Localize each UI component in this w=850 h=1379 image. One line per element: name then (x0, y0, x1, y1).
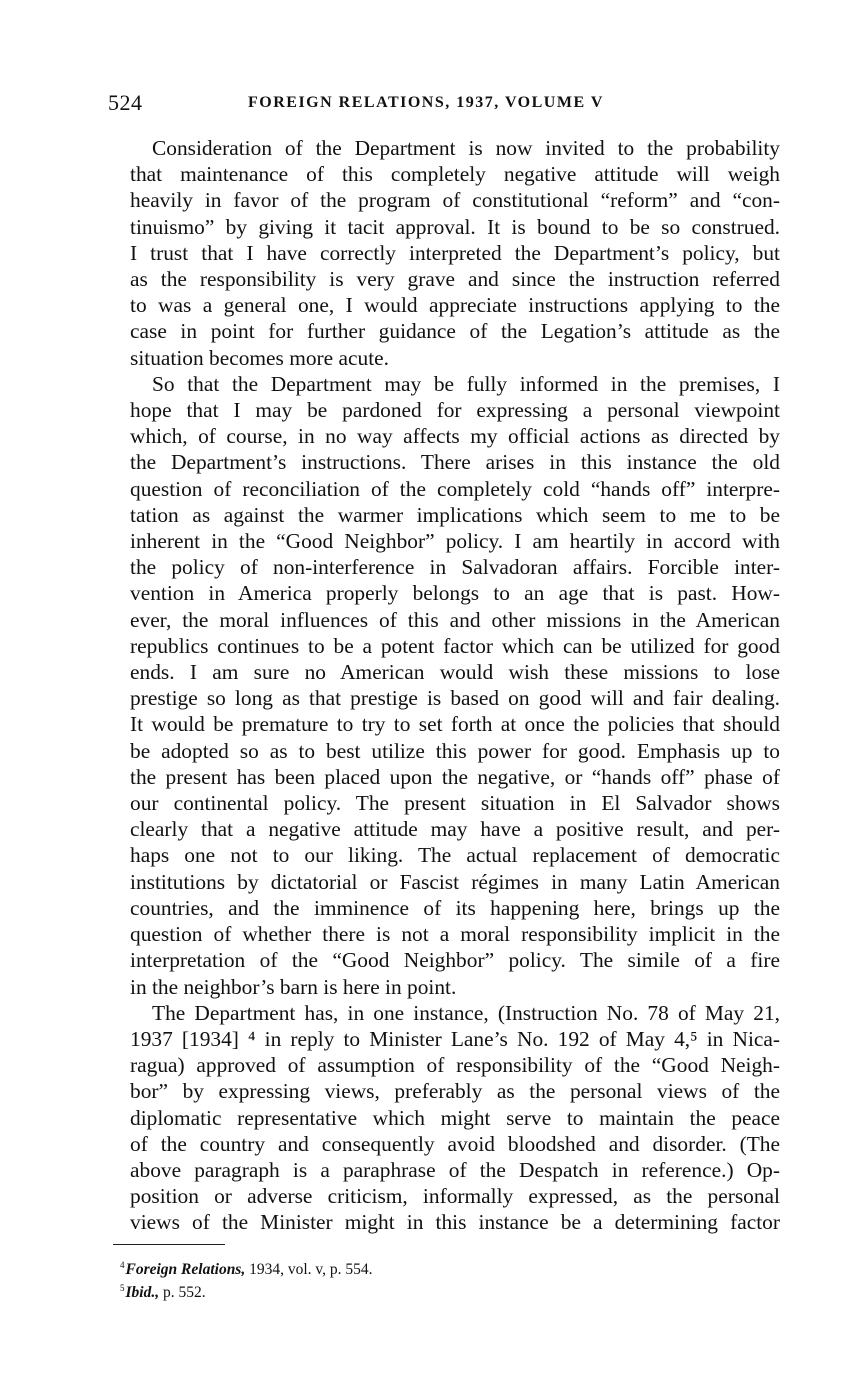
text-line: situation becomes more acute. (130, 345, 389, 370)
text-line: the present has been placed upon the negative, or “hands off” phase of (130, 764, 780, 789)
text-line: I trust that I have correctly interpreted the Department’s policy, but (130, 240, 780, 265)
page-header (108, 90, 780, 120)
text-line: in the neighbor’s barn is here in point. (130, 974, 457, 999)
text-line: of the country and consequently avoid bloodshed and disorder. (The (130, 1131, 780, 1156)
text-line: to was a general one, I would appreciate instructions applying to the (130, 293, 780, 318)
running-title: FOREIGN RELATIONS, 1937, VOLUME V (248, 94, 604, 111)
paragraph-1 (108, 135, 780, 371)
footnotes (120, 1256, 373, 1302)
paragraph-2 (108, 371, 780, 1000)
text-line: position or adverse criticism, informally expressed, as the personal (130, 1184, 780, 1209)
text-line: diplomatic representative which might serve to maintain the peace (130, 1105, 780, 1130)
text-line: hope that I may be pardoned for expressing a personal viewpoint (130, 398, 780, 423)
page-number: 524 (108, 90, 143, 115)
footnote-source-title: Ibid., (125, 1284, 160, 1301)
text-line: that maintenance of this completely negative attitude will weigh (130, 162, 780, 187)
footnote-divider (113, 1244, 225, 1245)
text-line: our continental policy. The present situation in El Salvador shows (130, 791, 780, 816)
text-line: tation as against the warmer implications which seem to me to be (130, 502, 780, 527)
text-line: which, of course, in no way affects my official actions as directed by (130, 424, 780, 449)
text-line: question of reconciliation of the completely cold “hands off” interpre- (130, 476, 780, 501)
paragraph-3 (108, 1000, 780, 1236)
text-line: case in point for further guidance of the Legation’s attitude as the (130, 319, 780, 344)
text-line: 1937 [1934] ⁴ in reply to Minister Lane’s No. 192 of May 4,⁵ in Nica- (130, 1026, 780, 1051)
text-line: So that the Department may be fully informed in the premises, I (152, 371, 780, 396)
footnote-source-title: Foreign Relations, (125, 1261, 246, 1278)
text-line: heavily in favor of the program of constitutional “reform” and “con- (130, 188, 780, 213)
text-line: question of whether there is not a moral responsibility implicit in the (130, 922, 780, 947)
text-line: views of the Minister might in this instance be a determining factor (130, 1210, 780, 1235)
footnote-mark: 4 (120, 1260, 125, 1270)
footnote-4 (120, 1256, 373, 1279)
text-line: It would be premature to try to set forth at once the policies that should (130, 712, 780, 737)
text-line: ends. I am sure no American would wish these missions to lose (130, 660, 780, 685)
text-line: republics continues to be a potent factor which can be utilized for good (130, 633, 780, 658)
footnote-citation: p. 552. (159, 1284, 206, 1301)
text-line: tinuismo” by giving it tacit approval. It is bound to be so construed. (130, 214, 780, 239)
text-line: The Department has, in one instance, (Instruction No. 78 of May 21, (152, 1000, 780, 1025)
text-line: ragua) approved of assumption of responsibility of the “Good Neigh- (130, 1053, 780, 1078)
body-text (108, 135, 780, 1236)
text-line: countries, and the imminence of its happening here, brings up the (130, 895, 780, 920)
text-line: inherent in the “Good Neighbor” policy. I am heartily in accord with (130, 529, 780, 554)
text-line: prestige so long as that prestige is based on good will and fair dealing. (130, 686, 780, 711)
text-line: as the responsibility is very grave and since the instruction referred (130, 267, 780, 292)
text-line: interpretation of the “Good Neighbor” policy. The simile of a fire (130, 948, 780, 973)
text-line: bor” by expressing views, preferably as the personal views of the (130, 1079, 780, 1104)
text-line: be adopted so as to best utilize this power for good. Emphasis up to (130, 738, 780, 763)
text-line: Consideration of the Department is now invited to the probability (152, 136, 780, 160)
footnote-citation: 1934, vol. v, p. 554. (245, 1261, 373, 1278)
footnote-5 (120, 1279, 373, 1302)
text-line: vention in America properly belongs to an age that is past. How- (130, 581, 780, 606)
text-line: haps one not to our liking. The actual replacement of democratic (130, 843, 780, 868)
text-line: institutions by dictatorial or Fascist régimes in many Latin American (130, 869, 780, 894)
text-line: clearly that a negative attitude may have a positive result, and per- (130, 817, 780, 842)
footnote-mark: 5 (120, 1283, 125, 1293)
text-line: above paragraph is a paraphrase of the Despatch in reference.) Op- (130, 1157, 780, 1182)
text-line: ever, the moral influences of this and other missions in the American (130, 607, 780, 632)
text-line: the policy of non-interference in Salvadoran affairs. Forcible inter- (130, 555, 780, 580)
text-line: the Department’s instructions. There arises in this instance the old (130, 450, 780, 475)
